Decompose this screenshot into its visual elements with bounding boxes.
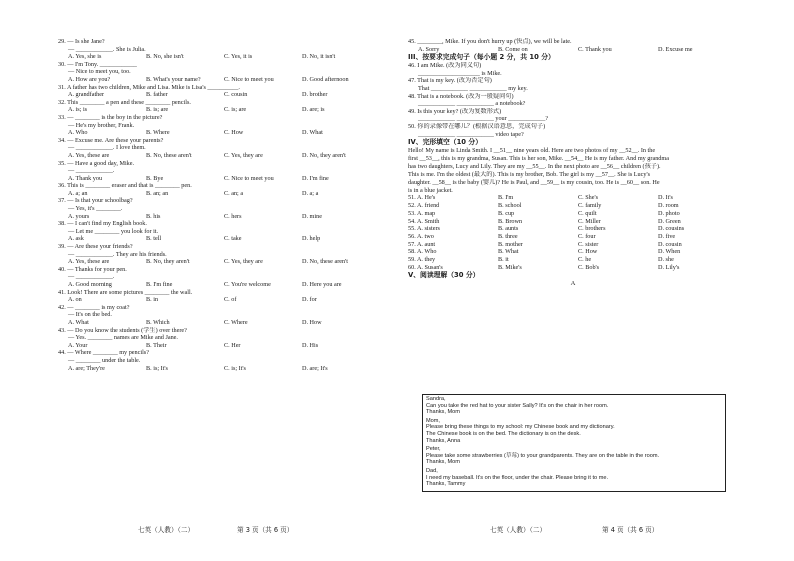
options-row xyxy=(58,190,380,198)
option: C. he xyxy=(578,255,592,263)
question-line: — ____________. She is Julia. xyxy=(68,45,146,53)
option: C. How xyxy=(224,129,244,137)
question-line: — ____________. xyxy=(68,273,115,281)
option: B. I'm fine xyxy=(146,281,173,288)
option: B. is; It's xyxy=(146,364,168,372)
option: B. Which xyxy=(146,318,170,326)
option: 57. A. aunt xyxy=(408,240,436,248)
question-line: 45. ________, Mike. If you don't hurry up (快点), we will be late. xyxy=(408,38,572,45)
footer-right-subject: 七英（人教）（二） xyxy=(490,526,547,534)
options-row xyxy=(58,76,380,84)
question-line: 33. — ________ is the boy in the picture? xyxy=(58,113,163,121)
option: D. she xyxy=(658,255,674,263)
option: C. cousin xyxy=(224,91,248,99)
option: D. are; It's xyxy=(302,364,328,372)
question-line: — ____________. I love them. xyxy=(68,144,146,152)
option: C. of xyxy=(224,296,237,304)
option: C. is; It's xyxy=(224,364,246,372)
option: D. for xyxy=(302,296,317,304)
option: 53. A. map xyxy=(408,209,436,217)
option: B. Brown xyxy=(498,217,523,225)
question-line: ____________ ____________ a notebook? xyxy=(418,100,526,108)
option: D. cousin xyxy=(658,240,682,248)
option: A. Yes, these are xyxy=(68,258,110,266)
cloze-passage xyxy=(408,147,738,194)
options-row xyxy=(58,53,380,61)
question-line: ____________________ is Mike. xyxy=(418,69,502,77)
option: B. Their xyxy=(146,341,167,349)
option: A. Your xyxy=(68,341,88,349)
option: A. on xyxy=(68,296,82,304)
option: A. Thank you xyxy=(68,174,103,182)
note xyxy=(426,468,722,489)
cloze-option-row xyxy=(408,233,738,241)
option: B. school xyxy=(498,202,522,210)
question-line: 34. — Excuse me. Are these your parents? xyxy=(58,136,164,144)
option: D. five xyxy=(658,232,676,240)
option: B. mother xyxy=(498,240,523,248)
options-row xyxy=(58,296,380,304)
option: C. is; are xyxy=(224,106,247,114)
options-row xyxy=(58,106,380,114)
cloze-option-row xyxy=(408,194,738,202)
cloze-line: This is me. I'm the oldest (最大的). This is my brother, Bob. The girl is my __57__. She is Lucy's xyxy=(408,170,651,178)
question-line: 49. Is this your key? (改为复数形式) xyxy=(408,107,502,115)
options-row xyxy=(58,235,380,243)
question-line: 35. — Have a good day, Mike. xyxy=(58,159,135,167)
question-line: — He's my brother, Frank. xyxy=(68,121,135,129)
cloze-line: first __53__, this is my grandma, Susan. This is her son, Mike. __54__ He is my father. And my grandma xyxy=(408,155,669,163)
option: D. How xyxy=(302,318,322,326)
option: D. It's xyxy=(658,194,673,202)
option: C. You're welcome xyxy=(224,281,271,288)
option: D. a; a xyxy=(302,189,319,197)
option: A. grandfather xyxy=(68,91,105,99)
question-line: 29. — Is she Jane? xyxy=(58,38,105,45)
option: B. an; an xyxy=(146,189,169,197)
note xyxy=(426,396,722,417)
option: B. No, they aren't xyxy=(146,258,190,266)
note-line: Sandra, xyxy=(426,396,446,402)
option: B. cup xyxy=(498,209,515,217)
question-line: — ____________. They are his friends. xyxy=(68,250,167,258)
question-line: 47. That is my key. (改为否定句) xyxy=(408,77,492,85)
question-line: 32. This ________ a pen and these ________ pencils. xyxy=(58,98,191,106)
option: 52. A. friend xyxy=(408,202,440,210)
option: 58. A. Who xyxy=(408,248,437,256)
option: 59. A. they xyxy=(408,255,436,263)
left-column xyxy=(58,38,380,372)
options-row xyxy=(58,281,380,289)
question-line: 39. — Are these your friends? xyxy=(58,243,133,251)
note-line: Thanks, Tammy xyxy=(426,481,466,488)
cloze-option-row xyxy=(408,225,738,233)
option: C. Nice to meet you xyxy=(224,174,274,182)
option: D. mine xyxy=(302,212,322,220)
options-row xyxy=(58,175,380,183)
question-line: 31. A father has two children, Mike and Lisa. Mike is Lisa's __________. xyxy=(58,83,240,91)
options-row xyxy=(58,91,380,99)
note-line: The Chinese book is on the bed. The dictionary is on the desk. xyxy=(426,430,581,437)
question-line: — Let me ________ you look for it. xyxy=(68,227,159,235)
question-line: 50. 你的录像带在哪儿？(根据汉语意思，完成句子) xyxy=(408,122,546,130)
right-column xyxy=(408,38,738,287)
options-row xyxy=(58,258,380,266)
option: C. How xyxy=(578,248,598,256)
question-line: — ____________. xyxy=(68,167,115,175)
option: B. it xyxy=(498,255,509,263)
cloze-option-row xyxy=(408,256,738,264)
option: 55. A. sisters xyxy=(408,225,440,233)
question-line: 43. — Do you know the students (学生) over there? xyxy=(58,326,187,334)
note-line: Thanks, Anna xyxy=(426,437,461,444)
question-line: — ________ under the table. xyxy=(68,356,141,364)
option: D. photo xyxy=(658,209,680,217)
question-line: 40. — Thanks for your pen. xyxy=(58,265,127,273)
option: C. Where xyxy=(224,318,248,326)
option: C. Thank you xyxy=(578,45,612,53)
option: C. Nice to meet you xyxy=(224,75,274,83)
option: A. are; They're xyxy=(68,364,105,372)
cloze-option-row xyxy=(408,202,738,210)
option: C. take xyxy=(224,235,242,243)
option: B. No, she isn't xyxy=(146,53,184,61)
option: D. brother xyxy=(302,91,328,99)
option: A. Good morning xyxy=(68,281,112,288)
question-line: 30. — I'm Tony. ____________ xyxy=(58,60,137,68)
option: A. yours xyxy=(68,212,90,220)
question-line: That ____________ ____________ my key. xyxy=(418,84,528,92)
question-line: 42. — ________ is my coat? xyxy=(58,303,130,311)
option: D. No, these aren't xyxy=(302,258,348,266)
option: A. Who xyxy=(68,129,88,137)
option: B. father xyxy=(146,91,168,99)
option: 60. A. Susan's xyxy=(408,263,443,271)
option: C. four xyxy=(578,232,596,240)
question-line: 44. — Where ________ my pencils? xyxy=(58,349,149,357)
option: D. When xyxy=(658,248,681,256)
option: C. brothers xyxy=(578,225,606,233)
note-line: Dad, xyxy=(426,467,438,474)
note-line: Can you take the red hat to your sister Sally? It's on the chair in her room. xyxy=(426,402,609,409)
option: B. tell xyxy=(146,235,162,243)
option: C. sister xyxy=(578,240,599,248)
option: 56. A. two xyxy=(408,232,434,240)
notes-box xyxy=(422,394,726,492)
option: 54. A. Smith xyxy=(408,217,440,225)
passage-label: A xyxy=(570,280,576,288)
option: C. Yes, they are xyxy=(224,258,263,266)
option: B. is; are xyxy=(146,106,169,114)
option: D. room xyxy=(658,202,679,210)
option: D. No, they aren't xyxy=(302,151,346,159)
question-line: 41. Look! There are some pictures ________ the wall. xyxy=(58,288,193,296)
note xyxy=(426,418,722,445)
option: B. Where xyxy=(146,129,170,137)
section-heading: IV、完形填空（10 分） xyxy=(408,138,482,147)
right-questions xyxy=(408,38,738,147)
option: D. Green xyxy=(658,217,681,225)
question-line: 46. I am Mike. (改为同义句) xyxy=(408,62,482,70)
option: C. hers xyxy=(224,212,242,220)
option: A. How are you? xyxy=(68,75,111,83)
option: C. Yes, it is xyxy=(224,53,253,61)
cloze-line: daughter. __58__ is the baby (婴儿)? He is Paul, and __59__ is my cousin, too. He is __60__ son. He xyxy=(408,178,660,186)
footer-left-subject: 七英（人教）（二） xyxy=(138,526,195,534)
options-row xyxy=(58,152,380,160)
option: D. are; is xyxy=(302,106,325,114)
footer-right-page: 第 4 页（共 6 页） xyxy=(602,526,659,534)
option: B. three xyxy=(498,232,518,240)
cloze-line: is in a blue jacket. xyxy=(408,186,453,194)
question-line: ____________ ____________ your ____________? xyxy=(418,115,549,123)
option: B. What's your name? xyxy=(146,75,201,83)
question-line: 38. — I can't find my English book. xyxy=(58,220,147,228)
note xyxy=(426,446,722,467)
option: D. No, it isn't xyxy=(302,53,336,61)
note-line: Thanks, Mom xyxy=(426,409,460,416)
options-row xyxy=(58,129,380,137)
footer-left-page: 第 3 页（共 6 页） xyxy=(237,526,294,534)
option: B. What xyxy=(498,248,519,256)
cloze-line: has two daughters, Lucy and Lily. They are my __55__. In the next photo are __56__ children (孩子). xyxy=(408,162,661,170)
option: C. quilt xyxy=(578,209,597,217)
option: D. His xyxy=(302,341,319,349)
question-line: — Yes, it's ________. xyxy=(68,205,123,213)
option: C. Her xyxy=(224,341,241,349)
note-line: Mom, xyxy=(426,417,440,424)
option: D. What xyxy=(302,129,323,137)
cloze-options xyxy=(408,194,738,271)
option: C. She's xyxy=(578,194,599,202)
option: B. I'm xyxy=(498,194,514,202)
option: A. a; an xyxy=(68,189,88,197)
question-line: — Yes. ________ names are Mike and Jane. xyxy=(68,334,178,342)
option: C. family xyxy=(578,202,602,210)
question-line: 37. — Is that your schoolbag? xyxy=(58,197,133,205)
option: A. Yes, these are xyxy=(68,151,110,159)
option: A. Yes, she is xyxy=(68,53,102,61)
note-line: Thanks, Mom xyxy=(426,459,460,466)
option: D. Excuse me xyxy=(658,45,693,53)
option: A. What xyxy=(68,318,89,326)
options-row xyxy=(58,365,380,373)
section-heading: III、按要求完成句子（每小题 2 分，共 10 分） xyxy=(408,53,555,62)
options-row xyxy=(58,213,380,221)
options-row xyxy=(58,319,380,327)
option: D. Lily's xyxy=(658,263,680,271)
option: B. Bye xyxy=(146,174,164,182)
option: B. aunts xyxy=(498,225,519,233)
option: B. No, these aren't xyxy=(146,151,192,159)
question-line: 48. That is a notebook. (改为一般疑问句) xyxy=(408,92,514,100)
note-line: Please take some strawberries (草莓) to your grandparents. They are on the table in the room. xyxy=(426,452,660,459)
option: C. Miller xyxy=(578,217,601,225)
cloze-option-row xyxy=(408,218,738,226)
cloze-line: Hello! My name is Linda Smith. I __51__ nine years old. Here are two photos of my __52__. In the xyxy=(408,147,656,155)
option: C. Yes, they are xyxy=(224,151,263,159)
cloze-option-row xyxy=(408,248,738,256)
question-line: ____________ ____________ video tape? xyxy=(418,130,524,138)
reading-title: V、阅读理解（30 分） xyxy=(408,271,480,280)
cloze-option-row xyxy=(408,210,738,218)
option: 51. A. He's xyxy=(408,194,436,202)
option: B. his xyxy=(146,212,161,220)
note-line: Peter, xyxy=(426,446,441,453)
note-line: Please bring these things to my school: my Chinese book and my dictionary. xyxy=(426,424,615,431)
option: A. ask xyxy=(68,235,84,243)
question-line: — Nice to meet you, too. xyxy=(68,68,131,76)
question-line: 36. This is ________ eraser and that is ________ pen. xyxy=(58,182,192,190)
option: D. Good afternoon xyxy=(302,75,349,83)
option: D. I'm fine xyxy=(302,174,329,182)
option: C. Bob's xyxy=(578,263,600,271)
option: B. in xyxy=(146,296,159,304)
option: B. Mike's xyxy=(498,263,522,271)
option: D. help xyxy=(302,235,321,243)
cloze-option-row xyxy=(408,241,738,249)
option: A. Sorry xyxy=(418,45,440,53)
option: A. is; is xyxy=(68,106,88,114)
option: D. Here you are xyxy=(302,281,342,288)
note-line: I need my baseball. It's on the floor, under the chair. Please bring it to me. xyxy=(426,474,609,481)
options-row xyxy=(58,342,380,350)
question-line: — It's on the bed. xyxy=(68,311,112,319)
option: C. an; a xyxy=(224,189,244,197)
option: B. Come on xyxy=(498,45,528,53)
option: D. cousins xyxy=(658,225,685,233)
